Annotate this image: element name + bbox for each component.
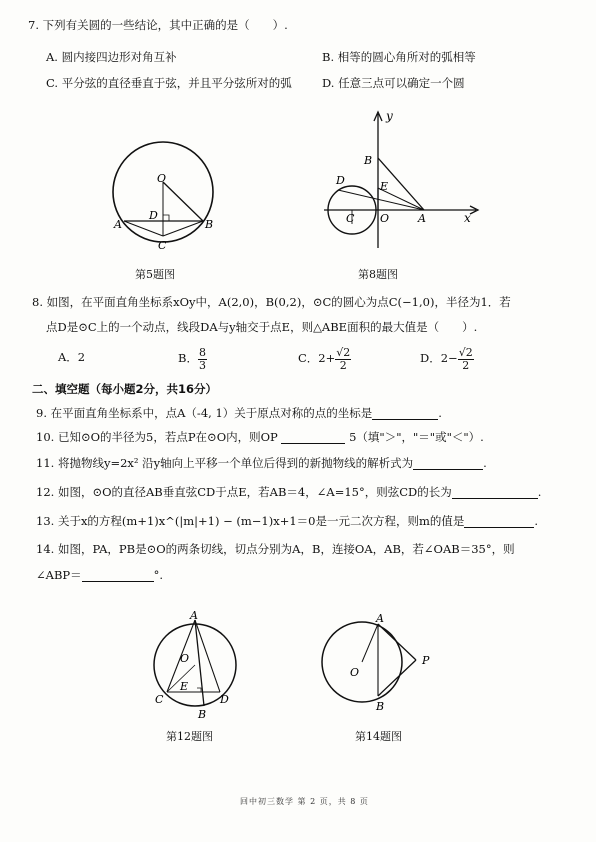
q8-option-b-denominator: 3 xyxy=(198,358,206,372)
q8-option-d xyxy=(420,344,474,372)
q8-option-c-denominator: 2 xyxy=(339,358,347,372)
svg-text:C: C xyxy=(346,212,355,225)
svg-text:A: A xyxy=(418,212,426,225)
svg-text:O: O xyxy=(350,666,360,679)
q13 xyxy=(36,514,538,528)
svg-text:x: x xyxy=(464,211,471,225)
q9-end: . xyxy=(438,406,442,420)
q12-end: . xyxy=(537,485,542,499)
q10-answer-blank[interactable] xyxy=(281,431,345,444)
q9-answer-blank[interactable] xyxy=(372,407,438,420)
q12-answer-blank[interactable] xyxy=(452,486,538,499)
svg-text:D: D xyxy=(149,209,158,222)
q8-line1: 8. 如图，在平面直角坐标系xOy中，A(2,0)，B(0,2)，⊙C的圆心为点C(−1,0)，半径为1．若 xyxy=(32,295,511,309)
q8-option-d-numerator: √2 xyxy=(458,345,473,359)
q14-line2-prefix: ∠ABP＝ xyxy=(36,568,82,582)
q10 xyxy=(36,430,484,444)
caption-fig12: 第12题图 xyxy=(166,730,213,743)
svg-text:A: A xyxy=(190,610,198,622)
q14-line1: 14. 如图，PA，PB是⊙O的两条切线，切点分别为A，B，连接OA，AB，若∠OAB＝35°，则 xyxy=(36,542,515,556)
q12-text: 12. 如图，⊙O的直径AB垂直弦CD于点E，若AB＝4，∠A=15°，则弦CD的长为 xyxy=(36,485,452,499)
svg-text:C: C xyxy=(158,239,167,252)
q7-option-a: A. 圆内接四边形对角互补 xyxy=(46,50,177,64)
q8-option-b-prefix: B． xyxy=(178,351,198,365)
svg-text:C: C xyxy=(155,693,164,706)
q11-answer-blank[interactable] xyxy=(413,457,483,470)
q8-line2: 点D是⊙C上的一个动点，线段DA与y轴交于点E，则△ABE面积的最大值是（ ）. xyxy=(46,320,478,334)
figure-8-diagram xyxy=(318,108,488,258)
svg-text:B: B xyxy=(198,708,207,720)
q7-option-d: D. 任意三点可以确定一个圆 xyxy=(322,76,465,90)
q7-stem: 7. 下列有关圆的一些结论，其中正确的是（ ）. xyxy=(28,18,288,32)
svg-text:A: A xyxy=(114,218,122,231)
q8-option-a: A．2 xyxy=(58,350,86,364)
svg-text:B: B xyxy=(364,154,373,167)
svg-text:O: O xyxy=(157,172,167,185)
q13-end: . xyxy=(534,514,539,528)
q14-line2-end: °. xyxy=(153,568,164,582)
q8-option-d-denominator: 2 xyxy=(462,358,470,372)
q7-option-b: B. 相等的圆心角所对的弧相等 xyxy=(322,50,476,64)
q14-answer-blank[interactable] xyxy=(82,569,154,582)
q9 xyxy=(36,406,442,420)
q14-line2 xyxy=(36,568,163,582)
figure-14-diagram xyxy=(310,610,450,720)
figure-12-diagram xyxy=(140,610,250,720)
q8-option-d-prefix: D．2− xyxy=(420,351,458,365)
q8-option-c xyxy=(298,344,351,372)
q10-text: 10. 已知⊙O的半径为5，若点P在⊙O内，则OP xyxy=(36,430,278,444)
page-footer: 回中初三数学 第 2 页，共 8 页 xyxy=(240,797,369,806)
caption-fig5: 第5题图 xyxy=(135,268,175,281)
q8-option-c-prefix: C．2+ xyxy=(298,351,336,365)
figure-5-diagram xyxy=(105,140,235,255)
q8-option-b-numerator: 8 xyxy=(198,345,206,359)
q12 xyxy=(36,485,541,499)
q11 xyxy=(36,456,487,470)
svg-text:D: D xyxy=(220,693,229,706)
caption-fig8: 第8题图 xyxy=(358,268,398,281)
svg-text:B: B xyxy=(376,700,385,713)
svg-text:A: A xyxy=(376,612,384,625)
svg-text:O: O xyxy=(380,212,390,225)
q10-end: 5（填"＞"，"＝"或"＜"）. xyxy=(349,430,484,444)
svg-text:y: y xyxy=(386,109,393,123)
q11-end: . xyxy=(483,456,487,470)
q13-text: 13. 关于x的方程(m+1)x^(|m|+1) − (m−1)x+1＝0是一元二次方程，则m的值是 xyxy=(36,514,465,528)
q7-option-c: C. 平分弦的直径垂直于弦，并且平分弦所对的弧 xyxy=(46,76,292,90)
svg-text:O: O xyxy=(180,652,190,665)
q9-text: 9. 在平面直角坐标系中，点A（-4, 1）关于原点对称的点的坐标是 xyxy=(36,406,373,420)
svg-text:P: P xyxy=(422,654,430,667)
q8-option-c-numerator: √2 xyxy=(336,345,351,359)
q8-option-b xyxy=(178,344,207,372)
svg-text:D: D xyxy=(336,174,345,187)
section-2-title: 二、填空题（每小题2分，共16分） xyxy=(32,382,218,396)
q13-answer-blank[interactable] xyxy=(464,515,534,528)
q11-text: 11. 将抛物线y=2x² 沿y轴向上平移一个单位后得到的新抛物线的解析式为 xyxy=(36,456,414,470)
svg-text:E: E xyxy=(180,680,189,693)
caption-fig14: 第14题图 xyxy=(355,730,402,743)
svg-text:E: E xyxy=(380,180,389,193)
svg-text:B: B xyxy=(205,218,214,231)
